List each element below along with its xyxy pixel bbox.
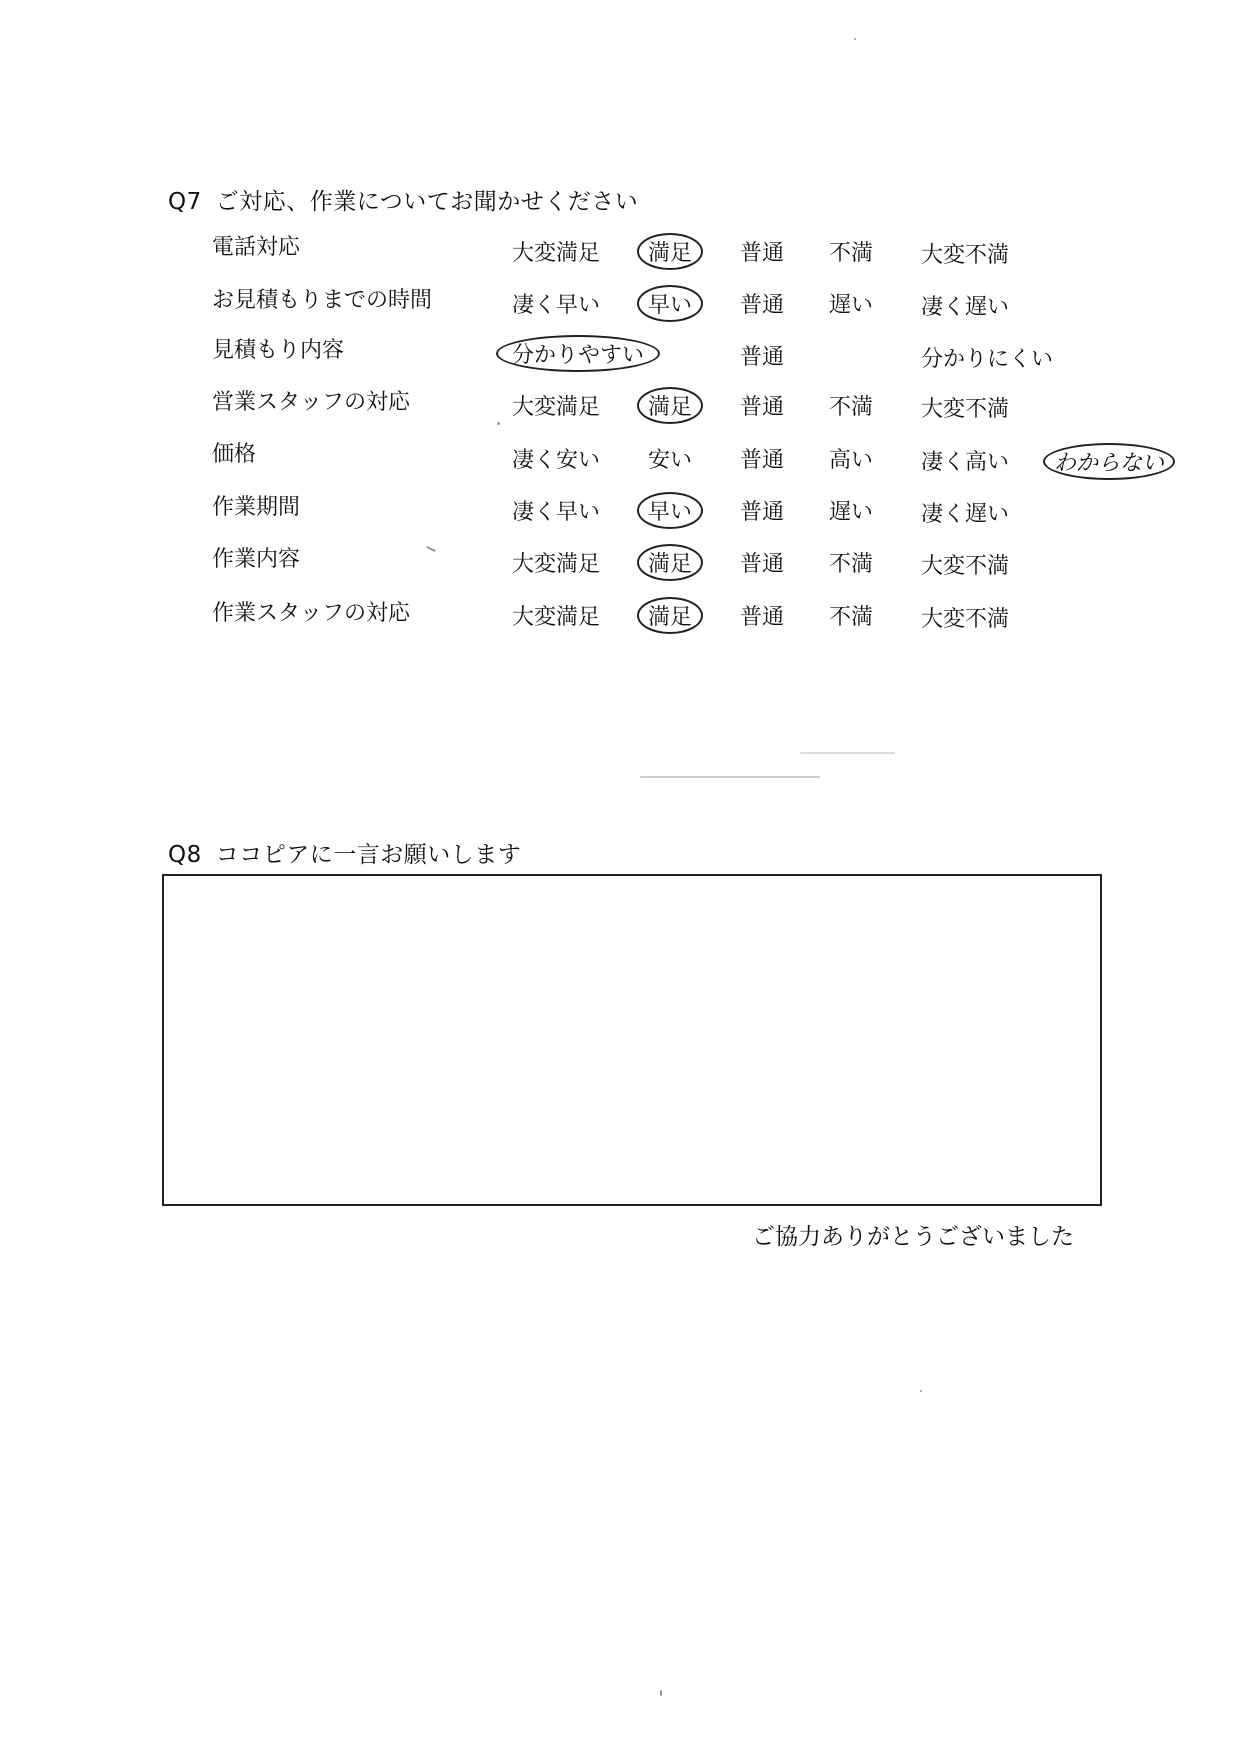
- opt-work-staff-unsatisfied[interactable]: 不満: [829, 605, 874, 630]
- row-label-price: 価格: [212, 442, 257, 467]
- opt-sales-staff-satisfied-circled[interactable]: 満足: [637, 387, 703, 424]
- opt-sales-staff-normal[interactable]: 普通: [740, 395, 785, 420]
- opt-work-period-fast-circled[interactable]: 早い: [637, 492, 703, 529]
- opt-work-staff-very-unsatisfied[interactable]: 大変不満: [921, 607, 1010, 632]
- opt-estimate-time-very-fast[interactable]: 凄く早い: [512, 293, 601, 318]
- opt-estimate-time-fast-circled[interactable]: 早い: [637, 285, 703, 322]
- row-label-sales-staff: 営業スタッフの対応: [212, 390, 411, 415]
- opt-phone-satisfied-circled[interactable]: 満足: [637, 233, 703, 270]
- opt-price-very-cheap[interactable]: 凄く安い: [512, 448, 601, 473]
- opt-phone-very-satisfied[interactable]: 大変満足: [512, 241, 601, 266]
- opt-sales-staff-very-unsatisfied[interactable]: 大変不満: [921, 397, 1010, 422]
- opt-price-cheap[interactable]: 安い: [648, 448, 693, 473]
- row-label-phone: 電話対応: [212, 235, 301, 260]
- row-label-work-content: 作業内容: [212, 547, 301, 572]
- opt-work-content-very-satisfied[interactable]: 大変満足: [512, 552, 601, 577]
- q7-title: [168, 183, 638, 216]
- closing-message: ご協力ありがとうございました: [752, 1224, 1074, 1250]
- opt-price-very-expensive[interactable]: 凄く高い: [921, 450, 1010, 475]
- opt-estimate-content-clear-circled[interactable]: 分かりやすい: [496, 335, 660, 372]
- scan-speck: [426, 546, 436, 552]
- opt-price-normal[interactable]: 普通: [740, 448, 785, 473]
- opt-estimate-time-slow[interactable]: 遅い: [829, 293, 874, 318]
- opt-work-staff-satisfied-circled[interactable]: 満足: [637, 597, 703, 634]
- opt-work-content-satisfied-circled[interactable]: 満足: [637, 544, 703, 581]
- opt-price-expensive[interactable]: 高い: [829, 448, 874, 473]
- opt-work-content-very-unsatisfied[interactable]: 大変不満: [921, 554, 1010, 579]
- q8-title-text: ココピアに一言お願いします: [215, 842, 522, 868]
- opt-sales-staff-unsatisfied[interactable]: 不満: [829, 395, 874, 420]
- scan-speck: [920, 1390, 922, 1392]
- q8-answer-box[interactable]: [162, 874, 1102, 1206]
- opt-work-period-very-slow[interactable]: 凄く遅い: [921, 502, 1010, 527]
- opt-work-content-unsatisfied[interactable]: 不満: [829, 552, 874, 577]
- q7-number: Q7: [168, 189, 202, 215]
- opt-price-unknown-circled[interactable]: わからない: [1043, 443, 1175, 480]
- opt-phone-unsatisfied[interactable]: 不満: [829, 241, 874, 266]
- q8-title: [168, 836, 521, 869]
- opt-phone-normal[interactable]: 普通: [740, 241, 785, 266]
- opt-work-period-slow[interactable]: 遅い: [829, 500, 874, 525]
- opt-estimate-time-normal[interactable]: 普通: [740, 293, 785, 318]
- scan-speck: [854, 38, 856, 40]
- opt-work-period-very-fast[interactable]: 凄く早い: [512, 500, 601, 525]
- opt-estimate-content-normal[interactable]: 普通: [740, 345, 785, 370]
- opt-work-staff-very-satisfied[interactable]: 大変満足: [512, 605, 601, 630]
- opt-work-period-normal[interactable]: 普通: [740, 500, 785, 525]
- q7-title-text: ご対応、作業についてお聞かせください: [215, 189, 639, 215]
- opt-phone-very-unsatisfied[interactable]: 大変不満: [921, 243, 1010, 268]
- row-label-estimate-content: 見積もり内容: [212, 338, 345, 363]
- scan-speck: [497, 422, 500, 425]
- q8-answer-text: [164, 876, 1100, 900]
- opt-work-staff-normal[interactable]: 普通: [740, 605, 785, 630]
- scan-speck: [800, 752, 895, 754]
- opt-sales-staff-very-satisfied[interactable]: 大変満足: [512, 395, 601, 420]
- opt-estimate-content-unclear[interactable]: 分かりにくい: [921, 347, 1054, 372]
- scan-speck: [640, 776, 820, 778]
- opt-estimate-time-very-slow[interactable]: 凄く遅い: [921, 295, 1010, 320]
- scan-speck: [660, 1690, 662, 1696]
- row-label-work-period: 作業期間: [212, 495, 301, 520]
- opt-work-content-normal[interactable]: 普通: [740, 552, 785, 577]
- q8-number: Q8: [168, 842, 202, 868]
- row-label-estimate-time: お見積もりまでの時間: [212, 288, 433, 313]
- row-label-work-staff: 作業スタッフの対応: [212, 601, 411, 626]
